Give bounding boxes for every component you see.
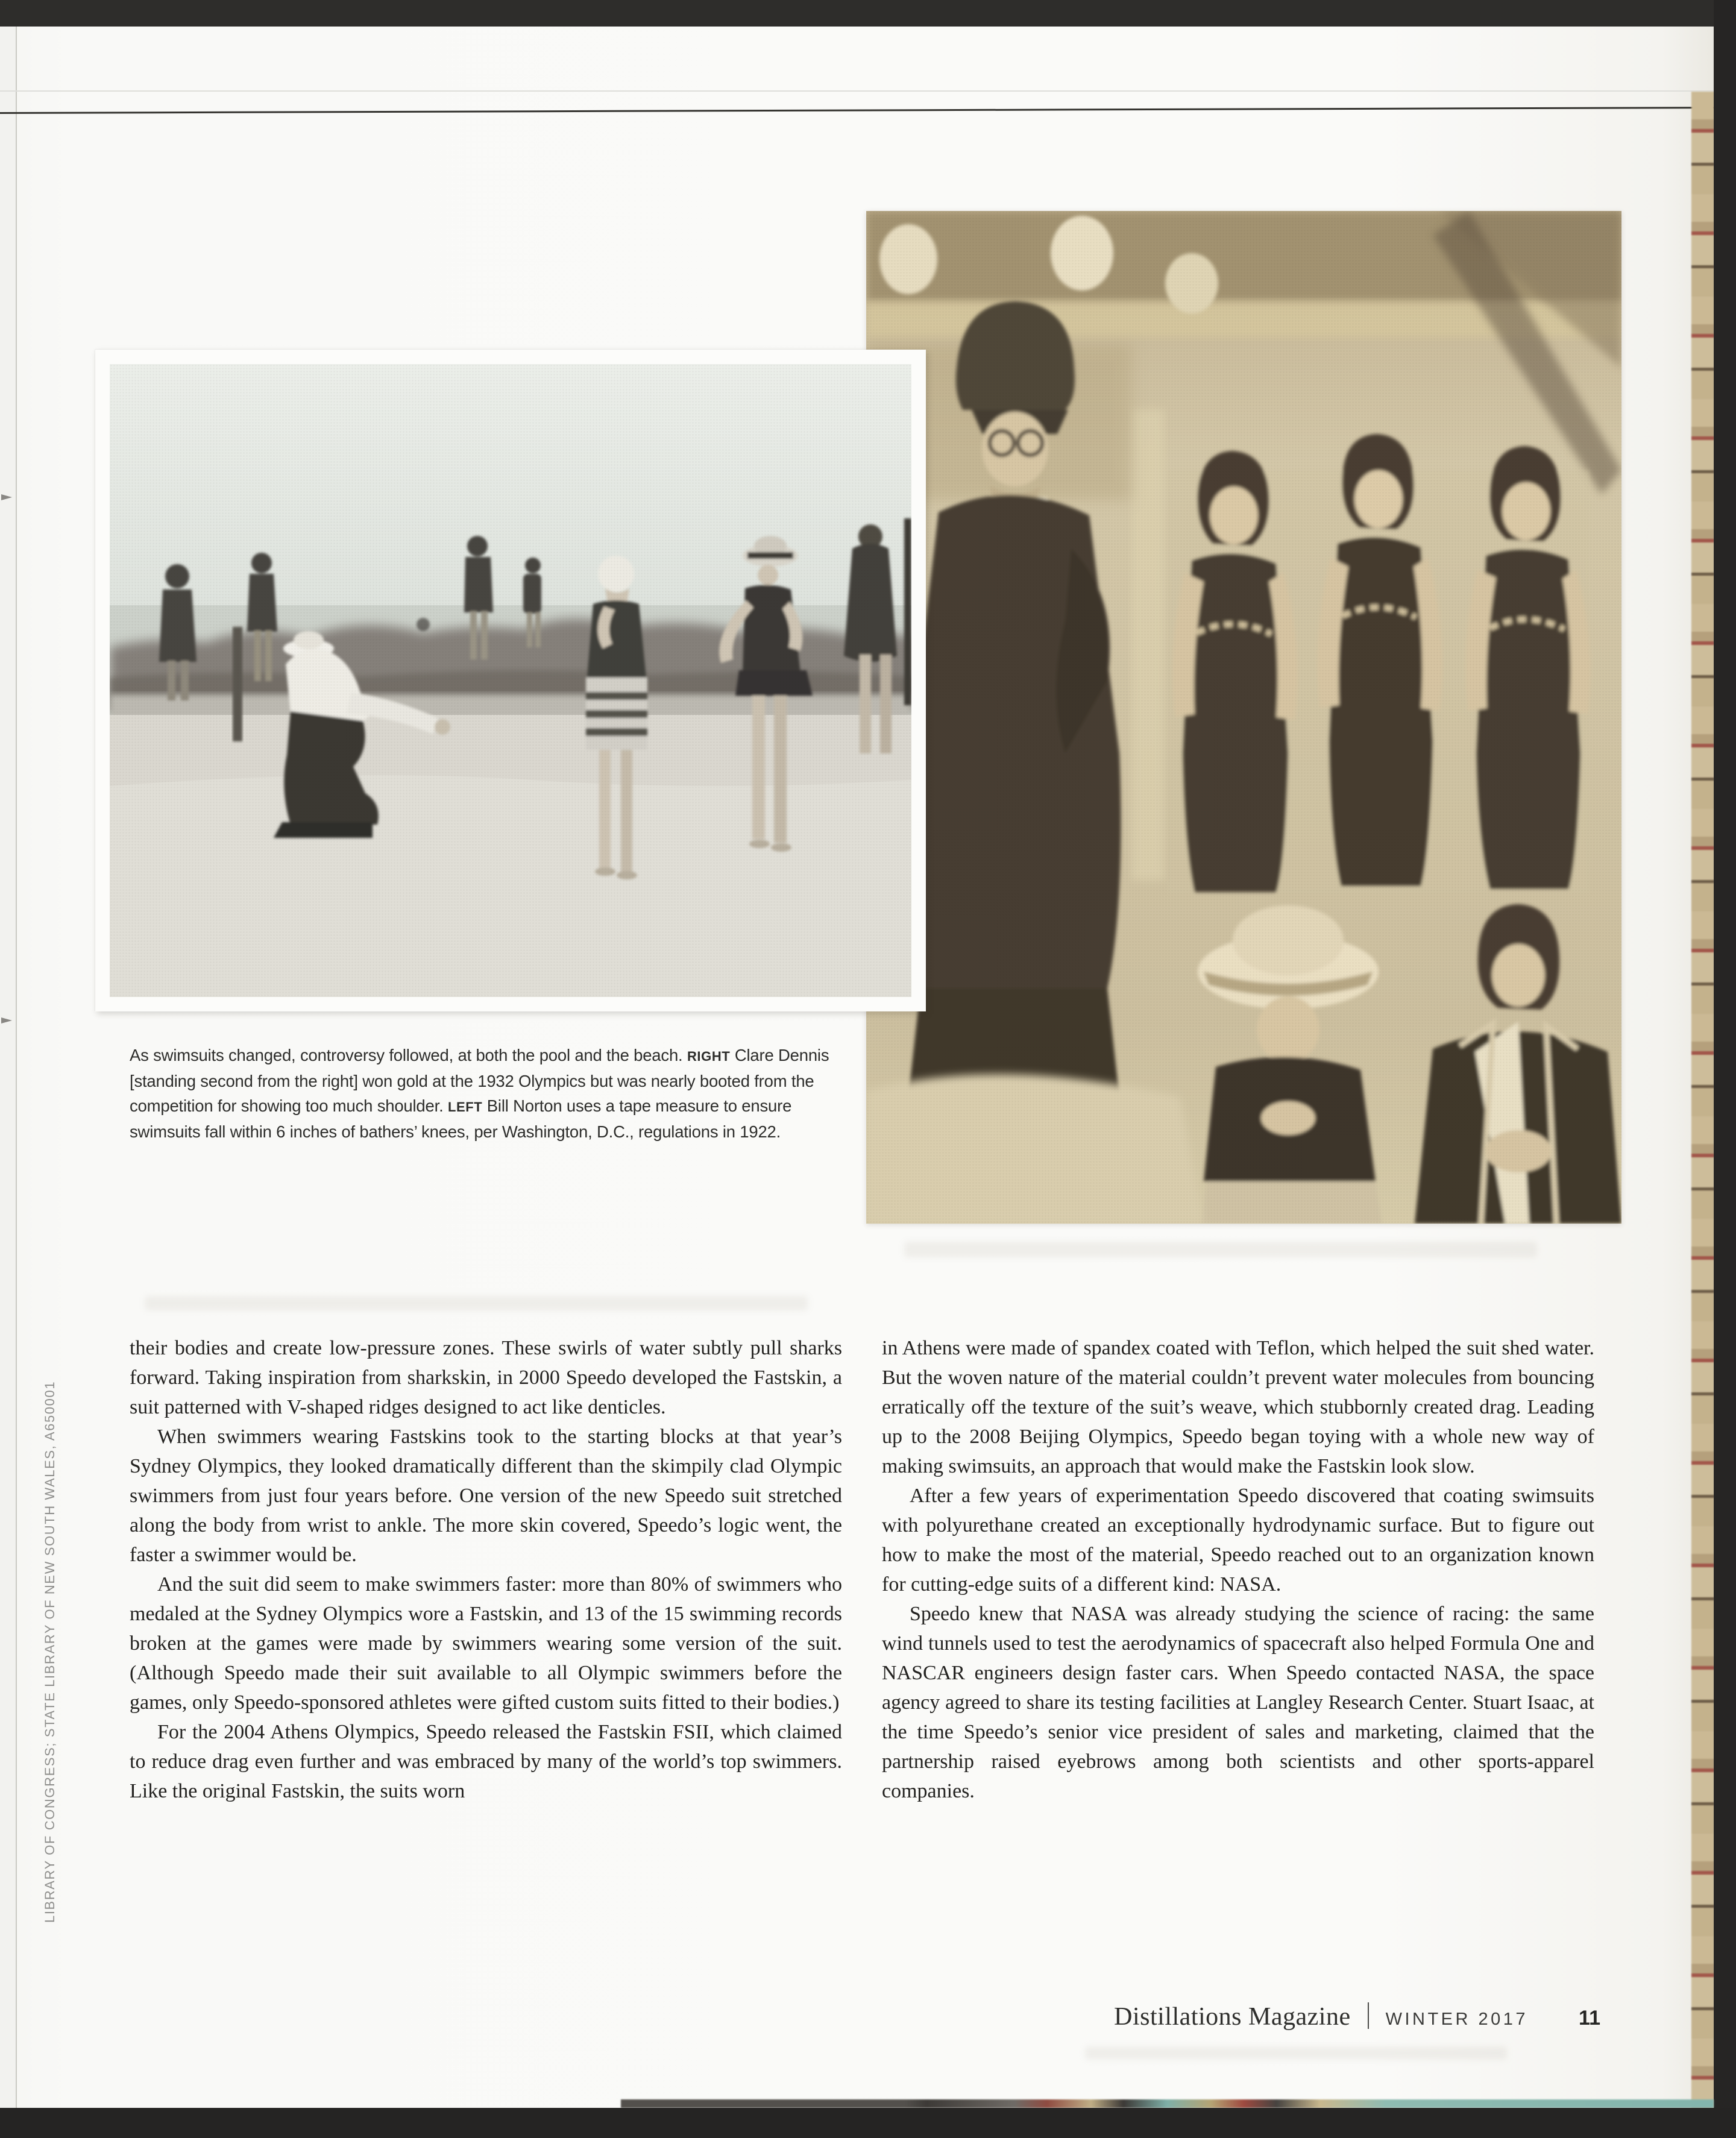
- ink-bleed-ghost: [145, 1296, 808, 1310]
- gutter-crease-line: [16, 27, 17, 2108]
- foreground-sand: [110, 775, 911, 997]
- ground-area: [866, 1074, 1204, 1224]
- article-column-right: [882, 1333, 1594, 1806]
- magazine-title: Distillations Magazine: [1114, 2003, 1351, 2031]
- figures-three-standing-swimmers: [1168, 434, 1590, 892]
- ink-bleed-ghost: [1085, 2046, 1507, 2060]
- caption-left-label: LEFT: [447, 1099, 483, 1115]
- page-fore-edge-right: [1691, 92, 1714, 2108]
- page-gutter-strip: [0, 27, 16, 2108]
- article-paragraph: Speedo knew that NASA was already studying the science of racing: the same wind tunnels used to test the aerodynamics of spacecraft also helped Formula One and NASCAR engineers design faster cars. When Speedo contacted NASA, the space agency agreed to share its testing facilities at Langley Research Center. Stuart Isaac, at the time Speedo’s senior vice president of sales and marketing, claimed that the partnership raised eyebrows among both scientists and other sports-apparel companies.: [882, 1603, 1594, 1802]
- photo-caption: [130, 1043, 838, 1144]
- caption-text: Clare Dennis [standing second from the right] won gold at the 1932 Olympics but was nearly booted from the competition for showing too much shoulder.: [130, 1045, 829, 1115]
- article-paragraph: their bodies and create low-pressure zones. These swirls of water subtly pull sharks forward. Taking inspiration from sharkskin, in 2000 Speedo developed the Fastskin, a suit patterned with V-shaped ridges designed to act like denticles.: [130, 1337, 842, 1418]
- wooden-post: [233, 627, 242, 741]
- australian-swim-team-illustration: [866, 211, 1621, 1224]
- sky: [110, 364, 911, 623]
- ink-bleed-ghost: [904, 1242, 1537, 1257]
- photo-beach-swimsuit-measurement: [110, 364, 911, 997]
- page-footer: [1049, 2002, 1600, 2031]
- article-column-left: [130, 1333, 842, 1806]
- photo-australian-swim-team: [866, 211, 1621, 1224]
- scanner-bottom-band: [0, 2108, 1736, 2138]
- scanner-top-band: [0, 0, 1736, 27]
- footer-divider: [1368, 2002, 1369, 2029]
- caption-right-label: RIGHT: [687, 1048, 731, 1064]
- article-paragraph: After a few years of experimentation Speedo discovered that coating swimsuits with polyurethane created an exceptionally hydrodynamic surface. But to figure out how to make the most of the material, Speedo reached out to an organization known for cutting-edge suits of a different kind: NASA.: [882, 1485, 1594, 1596]
- issue-label: WINTER 2017: [1385, 2010, 1529, 2029]
- scanner-right-band: [1714, 0, 1736, 2138]
- caption-text: As swimsuits changed, controversy followed, at both the pool and the beach.: [130, 1045, 687, 1064]
- beach-measurement-illustration: [110, 364, 911, 997]
- article-paragraph: For the 2004 Athens Olympics, Speedo released the Fastskin FSII, which claimed to reduce drag even further and was embraced by many of the world’s top swimmers. Like the original Fastskin, the suits worn: [130, 1721, 842, 1802]
- page-number: 11: [1579, 2007, 1600, 2030]
- caption-text: Bill Norton uses a tape measure to ensure swimsuits fall within 6 inches of bathers’ knees, per Washington, D.C., regulations in 1922.: [130, 1096, 792, 1141]
- article-paragraph: When swimmers wearing Fastskins took to the starting blocks at that year’s Sydney Olympics, they looked dramatically different than the skimpily clad Olympic swimmers from just four years before. One version of the new Speedo suit stretched along the body from wrist to ankle. The more skin covered, Speedo’s logic went, the faster a swimmer would be.: [130, 1426, 842, 1566]
- page-edge-shadow: [0, 90, 1714, 92]
- photo-frame: [95, 350, 926, 1011]
- article-paragraph: And the suit did seem to make swimmers faster: more than 80% of swimmers who medaled at the Sydney Olympics wore a Fastskin, and 13 of the 15 swimming records broken at the games were made by swimmers wearing some version of the suit. (Although Speedo made their suit available to all Olympic swimmers before the games, only Speedo-sponsored athletes were gifted custom suits fitted to their bodies.): [130, 1573, 842, 1714]
- photo-credit-vertical: LIBRARY OF CONGRESS; STATE LIBRARY OF NEW SOUTH WALES, A650001: [42, 1380, 57, 1923]
- article-paragraph: in Athens were made of spandex coated with Teflon, which helped the suit shed water. But the woven nature of the material couldn’t prevent water molecules from bouncing erratically off the texture of the suit’s weave, which stubbornly created drag. Leading up to the 2008 Beijing Olympics, Speedo began toying with a whole new way of making swimsuits, an approach that would make the Fastskin look slow.: [882, 1337, 1594, 1477]
- page-fore-edge-bottom: [621, 2099, 1714, 2108]
